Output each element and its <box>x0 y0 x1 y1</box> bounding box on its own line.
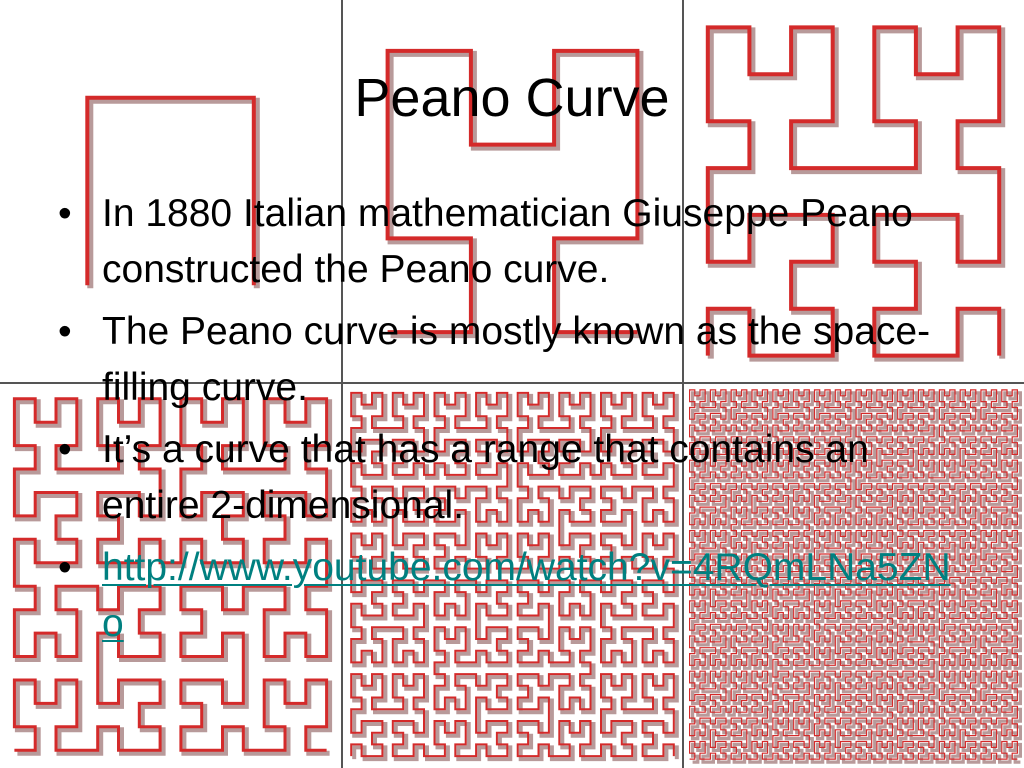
bullet-item-link <box>52 540 972 652</box>
bullet-text: In 1880 Italian mathematician Giuseppe Peano constructed the Peano curve. <box>102 192 913 291</box>
youtube-link[interactable]: http://www.youtube.com/watch?v=4RQmLNa5ZNo <box>102 546 951 645</box>
bullet-item-2 <box>52 304 972 416</box>
bullet-dot: • <box>58 428 72 471</box>
bullet-text: It’s a curve that has a range that contains an entire 2-dimensional. <box>102 428 869 527</box>
bullet-text: The Peano curve is mostly known as the space-filling curve. <box>102 310 931 409</box>
bullet-dot: • <box>58 310 72 353</box>
bullet-dot: • <box>58 192 72 235</box>
bullet-item-1 <box>52 186 972 298</box>
bullet-item-3 <box>52 422 972 534</box>
bullet-list <box>52 186 972 658</box>
slide-title: Peano Curve <box>354 68 670 128</box>
bullet-dot: • <box>58 546 72 589</box>
